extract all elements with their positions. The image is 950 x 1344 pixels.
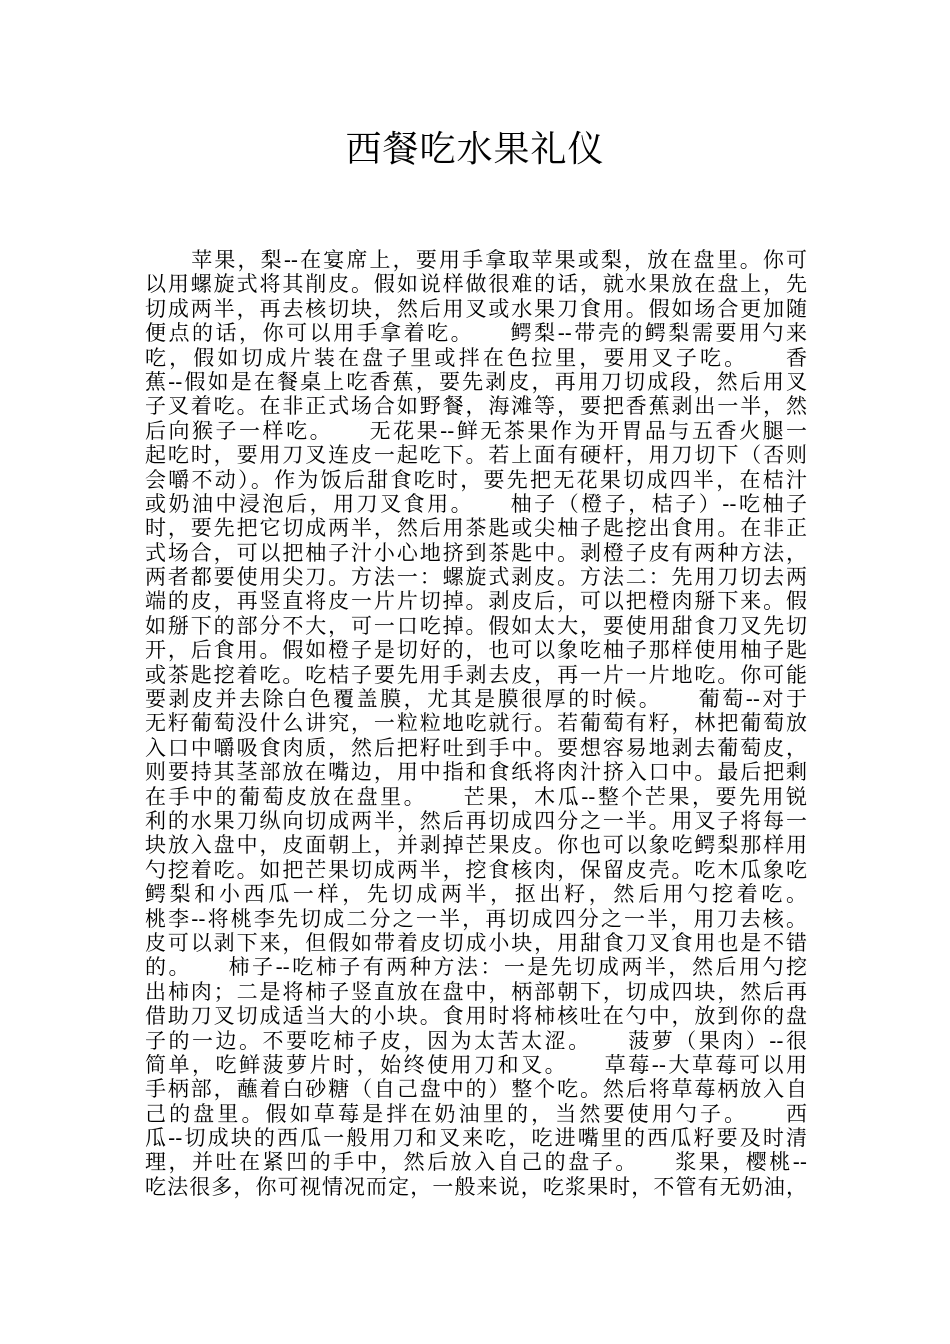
body-line: 简单，吃鲜菠萝片时，始终使用刀和叉。 草莓--大草莓可以用 bbox=[145, 1052, 807, 1077]
body-line: 入口中嚼吸食肉质，然后把籽吐到手中。要想容易地剥去葡萄皮， bbox=[145, 735, 807, 760]
body-line: 皮可以剥下来，但假如带着皮切成小块，用甜食刀叉食用也是不错 bbox=[145, 930, 807, 955]
body-line: 借助刀叉切成适当大的小块。食用时将柿核吐在勺中，放到你的盘 bbox=[145, 1004, 807, 1029]
body-line: 鳄梨和小西瓜一样，先切成两半，抠出籽，然后用勺挖着吃。 bbox=[145, 882, 807, 907]
body-line: 利的水果刀纵向切成两半，然后再切成四分之一半。用叉子将每一 bbox=[145, 808, 807, 833]
body-line: 块放入盘中，皮面朝上，并剥掉芒果皮。你也可以象吃鳄梨那样用 bbox=[145, 833, 807, 858]
document-body bbox=[145, 248, 807, 1199]
body-line: 吃法很多，你可视情况而定，一般来说，吃浆果时，不管有无奶油， bbox=[145, 1174, 807, 1199]
body-line: 要剥皮并去除白色覆盖膜，尤其是膜很厚的时候。 葡萄--对于 bbox=[145, 687, 807, 712]
body-line: 或茶匙挖着吃。吃桔子要先用手剥去皮，再一片一片地吃。你可能 bbox=[145, 662, 807, 687]
body-line: 两者都要使用尖刀。方法一：螺旋式剥皮。方法二：先用刀切去两 bbox=[145, 565, 807, 590]
body-line: 理，并吐在紧凹的手中，然后放入自己的盘子。 浆果，樱桃-- bbox=[145, 1150, 807, 1175]
body-line: 端的皮，再竖直将皮一片片切掉。剥皮后，可以把橙肉掰下来。假 bbox=[145, 589, 807, 614]
body-line: 无籽葡萄没什么讲究，一粒粒地吃就行。若葡萄有籽，林把葡萄放 bbox=[145, 711, 807, 736]
body-line: 起吃时，要用刀叉连皮一起吃下。若上面有硬杆，用刀切下（否则 bbox=[145, 443, 807, 468]
body-line: 切成两半，再去核切块，然后用叉或水果刀食用。假如场合更加随 bbox=[145, 296, 807, 321]
body-line: 在手中的葡萄皮放在盘里。 芒果，木瓜--整个芒果，要先用锐 bbox=[145, 784, 807, 809]
body-line: 子的一边。不要吃柿子皮，因为太苦太涩。 菠萝（果肉）--很 bbox=[145, 1028, 807, 1053]
body-line: 会嚼不动）。作为饭后甜食吃时，要先把无花果切成四半，在桔汁 bbox=[145, 467, 807, 492]
body-line: 勺挖着吃。如把芒果切成两半，挖食核肉，保留皮壳。吃木瓜象吃 bbox=[145, 857, 807, 882]
body-line: 后向猴子一样吃。 无花果--鲜无茶果作为开胃品与五香火腿一 bbox=[145, 418, 807, 443]
body-line: 子叉着吃。在非正式场合如野餐，海滩等，要把香蕉剥出一半，然 bbox=[145, 394, 807, 419]
document-title: 西餐吃水果礼仪 bbox=[345, 129, 605, 170]
body-line: 出柿肉；二是将柿子竖直放在盘中，柄部朝下，切成四块，然后再 bbox=[145, 979, 807, 1004]
body-line: 如掰下的部分不大，可一口吃掉。假如太大，要使用甜食刀叉先切 bbox=[145, 613, 807, 638]
body-line: 或奶油中浸泡后，用刀叉食用。 柚子（橙子，桔子）--吃柚子 bbox=[145, 491, 807, 516]
body-line: 瓜--切成块的西瓜一般用刀和叉来吃，吃进嘴里的西瓜籽要及时清 bbox=[145, 1126, 807, 1151]
body-line: 便点的话，你可以用手拿着吃。 鳄梨--带壳的鳄梨需要用勺来 bbox=[145, 321, 807, 346]
body-line: 开，后食用。假如橙子是切好的，也可以象吃柚子那样使用柚子匙 bbox=[145, 638, 807, 663]
body-line: 则要持其茎部放在嘴边，用中指和食纸将肉汁挤入口中。最后把剩 bbox=[145, 760, 807, 785]
body-line: 时，要先把它切成两半，然后用茶匙或尖柚子匙挖出食用。在非正 bbox=[145, 516, 807, 541]
body-line: 式场合，可以把柚子汁小心地挤到茶匙中。剥橙子皮有两种方法， bbox=[145, 540, 807, 565]
body-line: 蕉--假如是在餐桌上吃香蕉，要先剥皮，再用刀切成段，然后用叉 bbox=[145, 369, 807, 394]
body-line: 桃李--将桃李先切成二分之一半，再切成四分之一半，用刀去核。 bbox=[145, 906, 807, 931]
body-line: 的。 柿子--吃柿子有两种方法：一是先切成两半，然后用勺挖 bbox=[145, 955, 807, 980]
body-line: 苹果，梨--在宴席上，要用手拿取苹果或梨，放在盘里。你可 bbox=[145, 248, 807, 272]
body-line: 手柄部，蘸着白砂糖（自己盘中的）整个吃。然后将草莓柄放入自 bbox=[145, 1077, 807, 1102]
body-line: 己的盘里。假如草莓是拌在奶油里的，当然要使用勺子。 西 bbox=[145, 1101, 807, 1126]
body-line: 吃，假如切成片装在盘子里或拌在色拉里，要用叉子吃。 香 bbox=[145, 345, 807, 370]
body-line: 以用螺旋式将其削皮。假如说样做很难的话，就水果放在盘上，先 bbox=[145, 272, 807, 297]
